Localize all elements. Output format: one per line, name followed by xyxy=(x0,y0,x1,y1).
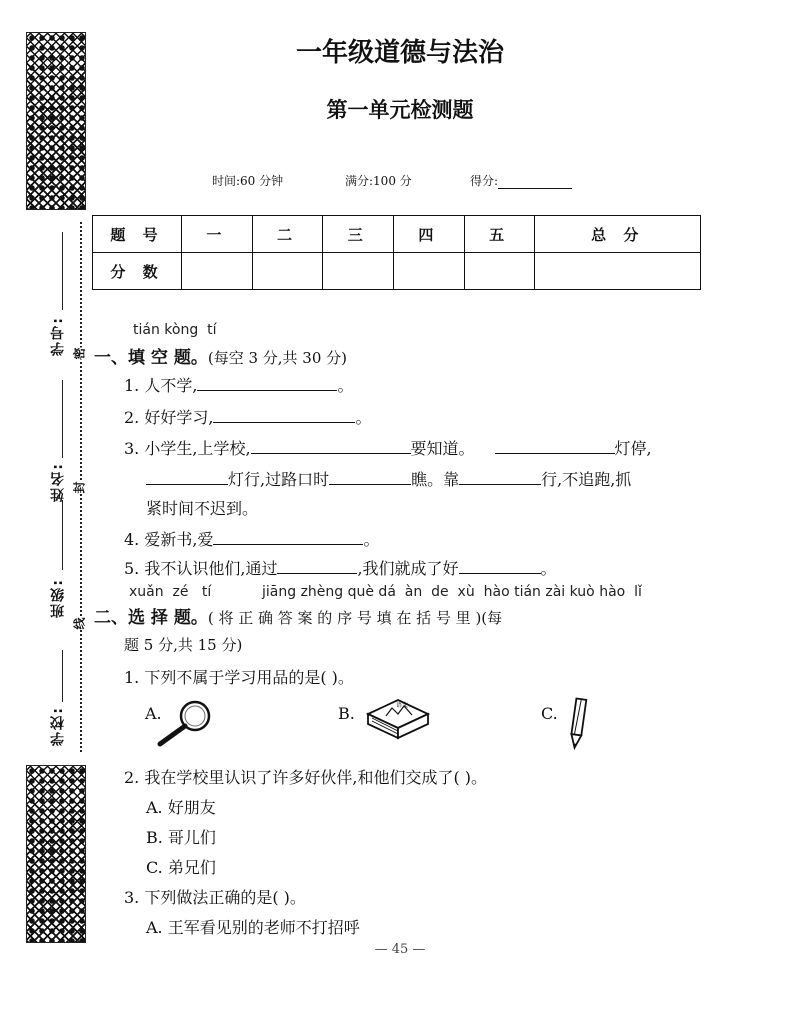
time-info: 时间:60 分钟 xyxy=(212,174,284,188)
question-2-3: 3. 下列做法正确的是( )。 xyxy=(124,888,306,907)
score-table-header-row xyxy=(93,216,701,253)
q1-5-text: 5. 我不认识他们,通过 xyxy=(124,559,278,578)
table-header-cell: 二 xyxy=(252,216,323,253)
magnifier-image xyxy=(152,697,214,749)
question-1-3 xyxy=(124,436,652,459)
class-blank xyxy=(62,500,63,570)
name-label: 姓名: xyxy=(50,462,66,502)
question-1-1 xyxy=(124,373,353,396)
section1-title: 一、填 空 题。 xyxy=(94,348,208,368)
pencil-body xyxy=(571,698,586,735)
school-blank xyxy=(62,650,63,702)
option-c[interactable]: C. 弟兄们 xyxy=(146,858,216,877)
magnifier-handle xyxy=(160,726,185,744)
q1-3-text-e: 瞧。靠 xyxy=(411,470,460,489)
score-cell[interactable] xyxy=(394,253,465,290)
page-number: — 45 — xyxy=(374,942,426,957)
school-label: 学校: xyxy=(50,706,66,746)
decorative-pattern-bottom xyxy=(26,765,86,943)
student-no-blank xyxy=(62,232,63,310)
q1-1-end: 。 xyxy=(337,376,354,395)
student-no-label: 学号: xyxy=(50,316,66,356)
q1-5-text-b: ,我们就成了好 xyxy=(357,559,459,578)
page-title: 一年级道德与法治 xyxy=(295,38,504,68)
score-field-label: 得分: xyxy=(470,174,499,188)
q1-5-end: 。 xyxy=(540,559,557,578)
table-row-label: 分 数 xyxy=(93,253,182,290)
question-1-3-cont xyxy=(146,467,631,490)
question-1-2 xyxy=(124,405,371,428)
table-header-cell: 三 xyxy=(323,216,394,253)
answer-blank[interactable] xyxy=(459,559,541,574)
option-a[interactable]: A. 好朋友 xyxy=(146,798,216,817)
seal-xian: 线 xyxy=(70,617,89,629)
q1-1-text: 1. 人不学, xyxy=(124,376,198,395)
q1-3-text: 3. 小学生,上学校, xyxy=(124,439,251,458)
answer-blank[interactable] xyxy=(329,470,411,485)
option-a[interactable]: A. xyxy=(145,704,162,723)
option-a[interactable]: A. 王军看见别的老师不打招呼 xyxy=(146,918,360,937)
table-header-cell: 一 xyxy=(182,216,253,253)
answer-blank[interactable] xyxy=(146,470,228,485)
q1-3-text-d: 灯行,过路口时 xyxy=(228,470,330,489)
q1-4-end: 。 xyxy=(363,530,380,549)
score-cell[interactable] xyxy=(535,253,701,290)
option-c[interactable]: C. xyxy=(541,704,558,723)
table-header-cell: 五 xyxy=(464,216,535,253)
answer-blank[interactable] xyxy=(251,439,411,454)
question-2-2: 2. 我在学校里认识了许多好伙伴,和他们交成了( )。 xyxy=(124,768,488,787)
book-cover-text: 语文 xyxy=(396,702,409,709)
q1-2-end: 。 xyxy=(355,408,372,427)
score-cell[interactable] xyxy=(182,253,253,290)
section2-heading xyxy=(94,603,502,628)
full-score-info: 满分:100 分 xyxy=(345,174,412,188)
score-field[interactable] xyxy=(470,172,572,189)
answer-blank[interactable] xyxy=(213,530,363,545)
section2-pinyin-a: xuǎn zé tí xyxy=(129,584,212,600)
q1-2-text: 2. 好好学习, xyxy=(124,408,214,427)
name-blank xyxy=(62,380,63,458)
section2-note-cont: 题 5 分,共 15 分) xyxy=(124,636,243,654)
option-b[interactable]: B. 哥儿们 xyxy=(146,828,216,847)
score-cell[interactable] xyxy=(323,253,394,290)
section1-heading xyxy=(94,343,347,368)
section2-pinyin-b: jiāng zhèng què dá àn de xù hào tián zài kuò hào lǐ xyxy=(262,584,642,600)
pencil-image xyxy=(566,696,592,752)
table-header-cell: 题 号 xyxy=(93,216,182,253)
option-b[interactable]: B. xyxy=(338,704,355,723)
question-1-4 xyxy=(124,527,379,550)
q1-3-text-c: 灯停, xyxy=(614,439,652,458)
q1-4-text: 4. 爱新书,爱 xyxy=(124,530,214,549)
page-subtitle: 第一单元检测题 xyxy=(326,98,474,122)
section2-title: 二、选 择 题。 xyxy=(94,608,208,628)
question-1-5 xyxy=(124,556,557,579)
q1-3-text-b: 要知道。 xyxy=(410,439,475,458)
pencil-tip xyxy=(570,734,582,748)
answer-blank[interactable] xyxy=(459,470,541,485)
table-header-cell: 四 xyxy=(394,216,465,253)
question-1-3-end: 紧时间不迟到。 xyxy=(146,499,259,518)
book-image xyxy=(362,694,432,744)
answer-blank[interactable] xyxy=(277,559,357,574)
answer-blank[interactable] xyxy=(495,439,615,454)
score-table xyxy=(92,215,701,290)
score-blank[interactable] xyxy=(498,176,572,189)
question-2-1: 1. 下列不属于学习用品的是( )。 xyxy=(124,668,354,687)
section2-note: ( 将 正 确 答 案 的 序 号 填 在 括 号 里 )(每 xyxy=(207,609,503,627)
score-cell[interactable] xyxy=(464,253,535,290)
score-table-score-row xyxy=(93,253,701,290)
section1-note: (每空 3 分,共 30 分) xyxy=(207,349,348,367)
magnifier-lens-inner xyxy=(185,706,205,726)
section1-pinyin: tián kòng tí xyxy=(133,322,217,338)
class-label: 班级: xyxy=(50,578,66,618)
answer-blank[interactable] xyxy=(197,376,337,391)
answer-blank[interactable] xyxy=(213,408,355,423)
score-cell[interactable] xyxy=(252,253,323,290)
seal-feng: 封 xyxy=(70,481,89,493)
table-header-cell: 总 分 xyxy=(535,216,701,253)
q1-3-text-f: 行,不追跑,抓 xyxy=(541,470,632,489)
seal-mi: 密 xyxy=(70,347,89,359)
